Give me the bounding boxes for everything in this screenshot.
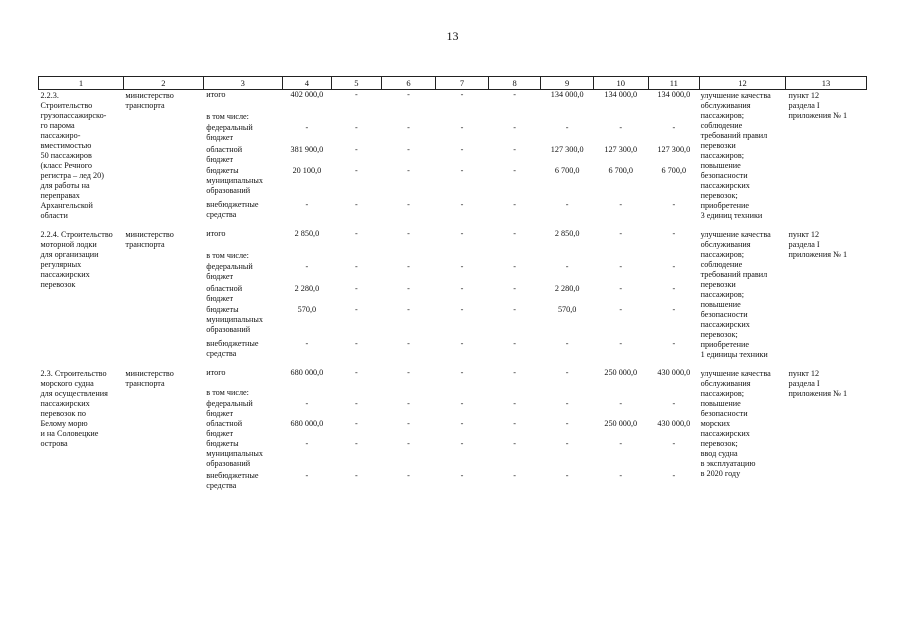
expected-result: улучшение качества обслуживания пассажиров; соблюдение требований правил перевозки пассажиров; повышение безопасности пассажирских перевозок; приобретение 3 единиц техники — [700, 91, 771, 221]
funding-value-col10 — [593, 388, 648, 399]
funding-value-col10: 134 000,0 — [604, 90, 638, 100]
funding-value-col5 — [332, 388, 382, 399]
funding-value-col8 — [488, 251, 541, 263]
funding-value-col4: - — [305, 200, 309, 209]
funding-value-col7: - — [460, 165, 464, 175]
funding-value-col5: - — [355, 419, 358, 429]
column-number-13: 13 — [786, 77, 867, 90]
funding-value-col7: - — [460, 144, 464, 154]
funding-value-col11: - — [672, 283, 676, 293]
funding-value-col4: 680 000,0 — [290, 419, 324, 429]
funding-value-col5: - — [355, 144, 358, 154]
funding-value-col7: - — [460, 471, 464, 481]
funding-value-col5: - — [355, 262, 358, 272]
funding-value-col11: - — [672, 471, 676, 481]
funding-value-col8: - — [513, 399, 516, 409]
funding-value-col10: - — [619, 262, 623, 272]
funding-value-col10: - — [619, 123, 623, 133]
activity-title: 2.2.4. Строительство моторной лодки для организации регулярных пассажирских перевозок — [40, 230, 113, 290]
funding-value-col6: - — [407, 368, 410, 378]
funding-value-col11: - — [672, 399, 676, 409]
funding-value-col6: - — [407, 304, 410, 314]
funding-value-col7: - — [460, 304, 464, 314]
column-number-6: 6 — [381, 77, 436, 90]
funding-value-col6 — [381, 251, 436, 263]
funding-value-col10: - — [619, 229, 623, 239]
funding-value-col11: - — [672, 200, 676, 209]
funding-value-col4: - — [305, 339, 309, 349]
funding-source-label: бюджеты муниципальных образований — [206, 304, 263, 334]
funding-value-col10: 6 700,0 — [608, 165, 634, 175]
funding-value-col7: - — [460, 262, 464, 272]
funding-value-col9: - — [565, 339, 569, 349]
funding-source-label: бюджеты муниципальных образований — [206, 439, 263, 469]
table-row — [39, 368, 867, 388]
expected-result: улучшение качества обслуживания пассажиров; соблюдение требований правил перевозки пассажиров; повышение безопасности пассажирских перевозок; приобретение 1 единицы техники — [700, 230, 771, 360]
funding-value-col9: - — [565, 419, 569, 429]
funding-value-col10: - — [619, 283, 623, 293]
funding-value-col8: - — [513, 339, 516, 349]
expected-result: улучшение качества обслуживания пассажиров; повышение безопасности морских пассажирских перевозок; ввод судна в эксплуатацию в 2020 году — [700, 369, 771, 479]
funding-value-col4: 381 900,0 — [290, 144, 324, 154]
funding-value-col4: 2 850,0 — [294, 229, 320, 239]
funding-value-col8: - — [513, 439, 516, 449]
funding-value-col6: - — [407, 471, 410, 481]
activity-title: 2.3. Строительство морского судна для осуществления пассажирских перевозок по Белому морю и на Соловецкие острова — [40, 369, 108, 449]
column-number-7: 7 — [436, 77, 489, 90]
funding-value-col4: - — [305, 439, 309, 449]
funding-value-col11: 430 000,0 — [657, 368, 691, 378]
funding-value-col7: - — [460, 439, 464, 449]
funding-value-col11: 134 000,0 — [657, 90, 691, 100]
table-body — [39, 90, 867, 492]
funding-value-col6: - — [407, 165, 410, 175]
funding-value-col8: - — [513, 123, 516, 133]
funding-source-label: внебюджетные средства — [206, 339, 259, 359]
group-spacer — [39, 360, 867, 368]
funding-source-label: областной бюджет — [206, 419, 243, 439]
funding-value-col6: - — [407, 339, 410, 349]
funding-value-col9: 570,0 — [557, 304, 577, 314]
funding-value-col4: 570,0 — [297, 304, 317, 314]
funding-value-col8: - — [513, 144, 516, 154]
responsible-executor: министерство транспорта — [125, 369, 174, 389]
funding-value-col5: - — [355, 339, 358, 349]
funding-value-col7: - — [460, 419, 464, 429]
funding-value-col7: - — [460, 339, 464, 349]
funding-value-col11: - — [672, 123, 676, 133]
funding-value-col9 — [541, 112, 594, 124]
funding-value-col7: - — [460, 283, 464, 293]
funding-value-col4: - — [305, 262, 309, 272]
column-number-1: 1 — [39, 77, 124, 90]
funding-value-col5 — [332, 251, 382, 263]
funding-value-col8: - — [513, 90, 516, 100]
funding-source-label: итого — [206, 229, 226, 239]
funding-source-label: итого — [206, 90, 226, 100]
column-number-4: 4 — [282, 77, 332, 90]
funding-value-col4 — [282, 112, 332, 124]
funding-value-col5: - — [355, 399, 358, 409]
funding-value-col11 — [648, 388, 700, 399]
funding-value-col6: - — [407, 90, 410, 100]
funding-value-col10: - — [619, 304, 623, 314]
funding-value-col11: - — [672, 304, 676, 314]
funding-value-col8: - — [513, 419, 516, 429]
table-row — [39, 229, 867, 250]
funding-value-col6: - — [407, 144, 410, 154]
indicator-reference: пункт 12 раздела I приложения № 1 — [788, 91, 848, 121]
funding-value-col5: - — [355, 283, 358, 293]
funding-value-col8: - — [513, 262, 516, 272]
funding-value-col6: - — [407, 283, 410, 293]
funding-value-col10: 250 000,0 — [604, 368, 638, 378]
program-table — [38, 76, 867, 491]
funding-value-col9: - — [565, 439, 569, 449]
funding-value-col4: 680 000,0 — [290, 368, 324, 378]
funding-source-label: бюджеты муниципальных образований — [206, 165, 263, 195]
funding-value-col8: - — [513, 471, 516, 481]
funding-value-col9: - — [565, 123, 569, 133]
funding-value-col4: - — [305, 399, 309, 409]
funding-value-col6: - — [407, 262, 410, 272]
funding-source-label: итого — [206, 368, 226, 378]
activity-title: 2.2.3. Строительство грузопассажирско- го парома пассажиро- вместимостью 50 пассажиров (класс Речного регистра – лед 20) для работы на переправах Архангельской области — [40, 91, 107, 221]
funding-value-col10: - — [619, 200, 623, 209]
spacer-cell — [39, 360, 867, 368]
funding-value-col5: - — [355, 90, 358, 100]
funding-value-col10: 127 300,0 — [604, 144, 638, 154]
indicator-reference: пункт 12 раздела I приложения № 1 — [788, 369, 848, 399]
funding-value-col11: - — [672, 262, 676, 272]
funding-source-label: областной бюджет — [206, 283, 243, 303]
funding-value-col10: - — [619, 399, 623, 409]
responsible-executor: министерство транспорта — [125, 230, 174, 250]
funding-source-label: внебюджетные средства — [206, 471, 259, 491]
funding-value-col9: 6 700,0 — [554, 165, 580, 175]
funding-value-col9 — [541, 251, 594, 263]
funding-value-col5: - — [355, 304, 358, 314]
funding-value-col11: 6 700,0 — [661, 165, 687, 175]
funding-source-label: федеральный бюджет — [206, 399, 253, 419]
funding-value-col5: - — [355, 471, 358, 481]
funding-value-col4 — [282, 251, 332, 263]
funding-value-col9: - — [565, 262, 569, 272]
funding-value-col7 — [436, 388, 489, 399]
indicator-reference: пункт 12 раздела I приложения № 1 — [788, 230, 848, 260]
column-number-9: 9 — [541, 77, 594, 90]
funding-value-col4: 2 280,0 — [294, 283, 320, 293]
column-number-12: 12 — [700, 77, 786, 90]
funding-value-col10: - — [619, 339, 623, 349]
funding-value-col6 — [381, 112, 436, 124]
funding-value-col10: - — [619, 439, 623, 449]
funding-value-col9: - — [565, 200, 569, 209]
funding-value-col9: - — [565, 368, 569, 378]
funding-value-col4: 402 000,0 — [290, 90, 324, 100]
funding-value-col6: - — [407, 399, 410, 409]
funding-value-col7: - — [460, 368, 464, 378]
spacer-cell — [39, 221, 867, 229]
funding-value-col9: 2 850,0 — [554, 229, 580, 239]
funding-value-col8: - — [513, 229, 516, 239]
funding-value-col5: - — [355, 165, 358, 175]
funding-value-col10 — [593, 112, 648, 124]
funding-source-label: федеральный бюджет — [206, 262, 253, 282]
funding-value-col4: - — [305, 123, 309, 133]
funding-source-label: в том числе: — [206, 111, 249, 121]
funding-value-col11: - — [672, 339, 676, 349]
funding-value-col5: - — [355, 368, 358, 378]
funding-value-col9: 127 300,0 — [550, 144, 584, 154]
funding-value-col6: - — [407, 229, 410, 239]
funding-value-col11: - — [672, 439, 676, 449]
funding-value-col7: - — [460, 123, 464, 133]
column-number-2: 2 — [123, 77, 203, 90]
funding-value-col9: - — [565, 399, 569, 409]
column-number-3: 3 — [203, 77, 282, 90]
funding-value-col8: - — [513, 368, 516, 378]
funding-value-col6: - — [407, 200, 410, 209]
funding-value-col6: - — [407, 419, 410, 429]
funding-value-col8 — [488, 112, 541, 124]
funding-source-label: внебюджетные средства — [206, 200, 259, 219]
funding-value-col9: 134 000,0 — [550, 90, 584, 100]
funding-value-col6: - — [407, 439, 410, 449]
funding-source-label: в том числе: — [206, 388, 249, 398]
funding-value-col8 — [488, 388, 541, 399]
funding-value-col4: - — [305, 471, 309, 481]
funding-source-label: в том числе: — [206, 250, 249, 260]
funding-value-col11 — [648, 112, 700, 124]
funding-value-col6 — [381, 388, 436, 399]
column-number-11: 11 — [648, 77, 700, 90]
table-row — [39, 90, 867, 112]
funding-value-col9: 2 280,0 — [554, 283, 580, 293]
funding-value-col11 — [648, 251, 700, 263]
funding-value-col7: - — [460, 90, 464, 100]
funding-value-col8: - — [513, 165, 516, 175]
funding-value-col9: - — [565, 471, 569, 481]
funding-value-col10 — [593, 251, 648, 263]
funding-value-col6: - — [407, 123, 410, 133]
group-spacer — [39, 221, 867, 229]
funding-value-col11: 127 300,0 — [657, 144, 691, 154]
funding-value-col9 — [541, 388, 594, 399]
column-number-5: 5 — [332, 77, 382, 90]
column-number-10: 10 — [593, 77, 648, 90]
funding-value-col7 — [436, 251, 489, 263]
funding-value-col7: - — [460, 399, 464, 409]
funding-source-label: федеральный бюджет — [206, 123, 253, 143]
funding-value-col5: - — [355, 123, 358, 133]
responsible-executor: министерство транспорта — [125, 91, 174, 111]
funding-value-col7: - — [460, 200, 464, 209]
funding-value-col8: - — [513, 283, 516, 293]
funding-value-col4: 20 100,0 — [292, 165, 322, 175]
funding-value-col7 — [436, 112, 489, 124]
funding-value-col5: - — [355, 200, 358, 209]
funding-value-col4 — [282, 388, 332, 399]
funding-source-label: областной бюджет — [206, 144, 243, 164]
funding-value-col8: - — [513, 200, 516, 209]
funding-value-col7: - — [460, 229, 464, 239]
funding-value-col11: 430 000,0 — [657, 419, 691, 429]
funding-value-col10: - — [619, 471, 623, 481]
page-number: 13 — [446, 29, 459, 43]
funding-value-col10: 250 000,0 — [604, 419, 638, 429]
column-number-8: 8 — [488, 77, 541, 90]
funding-value-col8: - — [513, 304, 516, 314]
column-number-row — [39, 77, 867, 90]
funding-value-col11: - — [672, 229, 676, 239]
funding-value-col5: - — [355, 229, 358, 239]
funding-value-col5: - — [355, 439, 358, 449]
funding-value-col5 — [332, 112, 382, 124]
